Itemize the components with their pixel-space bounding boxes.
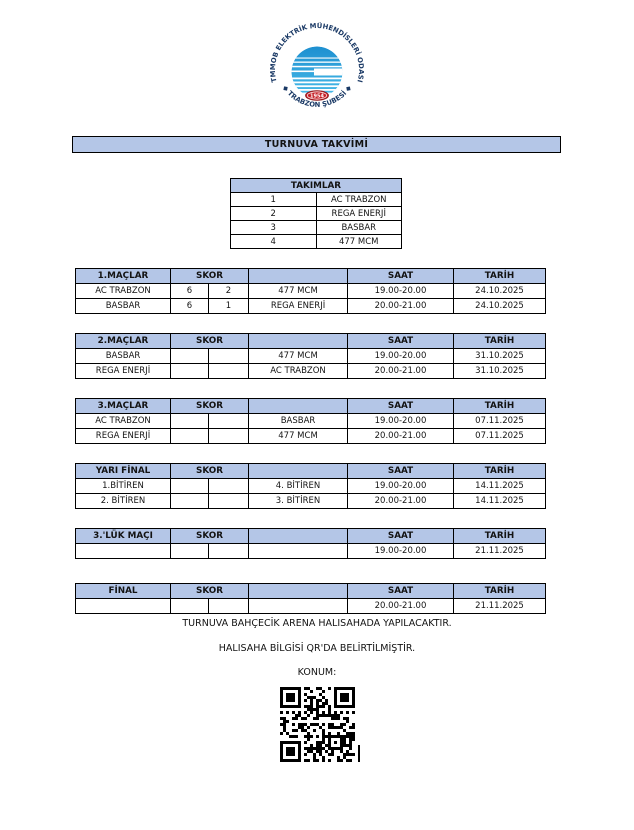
date-cell: 24.10.2025 (454, 299, 546, 314)
date-cell: 31.10.2025 (454, 349, 546, 364)
opponent-cell (249, 544, 348, 559)
opponent-cell: REGA ENERJİ (249, 299, 348, 314)
opponent-cell: BASBAR (249, 414, 348, 429)
round-title: 3.MAÇLAR (76, 399, 171, 414)
round-title: 3.'LÜK MAÇI (76, 529, 171, 544)
emo-logo (254, 22, 380, 116)
date-cell: 07.11.2025 (454, 429, 546, 444)
team-cell: BASBAR (76, 299, 171, 314)
score-cell: 6 (171, 284, 209, 299)
opponent-header (249, 334, 348, 349)
time-cell: 19.00-20.00 (348, 544, 454, 559)
table-row (76, 544, 546, 559)
match-table-semifinal (75, 463, 546, 509)
team-cell: AC TRABZON (76, 414, 171, 429)
team-cell (76, 599, 171, 614)
table-row (76, 349, 546, 364)
opponent-cell: 477 MCM (249, 429, 348, 444)
date-cell: 21.11.2025 (454, 544, 546, 559)
round-title: 2.MAÇLAR (76, 334, 171, 349)
time-header: SAAT (348, 529, 454, 544)
opponent-cell (249, 599, 348, 614)
time-header: SAAT (348, 399, 454, 414)
table-header-row (76, 269, 546, 284)
score-header: SKOR (171, 334, 249, 349)
table-row (76, 494, 546, 509)
score-cell (209, 479, 249, 494)
table-header-row (76, 529, 546, 544)
score-cell (171, 544, 209, 559)
score-header: SKOR (171, 269, 249, 284)
date-header: TARİH (454, 399, 546, 414)
emo-logo-graphic (254, 22, 380, 116)
score-cell (171, 494, 209, 509)
team-name: REGA ENERJİ (316, 207, 402, 221)
page-title: TURNUVA TAKVİMİ (264, 139, 369, 150)
table-row (76, 364, 546, 379)
team-name: AC TRABZON (316, 193, 402, 207)
logo-arc-bottom-text: ◆ TRABZON ŞUBESİ ◆ (280, 83, 354, 109)
score-cell (209, 414, 249, 429)
striped-sphere (284, 47, 350, 98)
score-cell: 1 (209, 299, 249, 314)
time-header: SAAT (348, 584, 454, 599)
table-header-row (231, 179, 402, 193)
title-bar (72, 136, 561, 153)
table-row (231, 235, 402, 249)
opponent-cell: AC TRABZON (249, 364, 348, 379)
opponent-header (249, 584, 348, 599)
table-header-row (76, 399, 546, 414)
team-name: BASBAR (316, 221, 402, 235)
teams-header: TAKIMLAR (231, 179, 402, 193)
match-table-round2 (75, 333, 546, 379)
opponent-cell: 3. BİTİREN (249, 494, 348, 509)
opponent-cell: 477 MCM (249, 284, 348, 299)
round-title: FİNAL (76, 584, 171, 599)
score-cell (209, 429, 249, 444)
opponent-header (249, 464, 348, 479)
date-header: TARİH (454, 584, 546, 599)
round-title: 1.MAÇLAR (76, 269, 171, 284)
team-number: 2 (231, 207, 317, 221)
opponent-header (249, 399, 348, 414)
match-table-round3 (75, 398, 546, 444)
time-cell: 20.00-21.00 (348, 299, 454, 314)
year-text: 1954 (310, 93, 324, 100)
round-title: YARI FİNAL (76, 464, 171, 479)
team-number: 1 (231, 193, 317, 207)
team-cell: BASBAR (76, 349, 171, 364)
date-cell: 31.10.2025 (454, 364, 546, 379)
score-cell (209, 544, 249, 559)
time-cell: 19.00-20.00 (348, 479, 454, 494)
time-cell: 20.00-21.00 (348, 429, 454, 444)
score-cell (171, 349, 209, 364)
time-cell: 20.00-21.00 (348, 494, 454, 509)
qr-code (280, 687, 355, 762)
score-header: SKOR (171, 584, 249, 599)
date-cell: 07.11.2025 (454, 414, 546, 429)
score-cell (171, 429, 209, 444)
score-cell (171, 364, 209, 379)
table-row (231, 207, 402, 221)
score-header: SKOR (171, 529, 249, 544)
score-header: SKOR (171, 399, 249, 414)
date-header: TARİH (454, 464, 546, 479)
match-table-round1 (75, 268, 546, 314)
score-cell (171, 414, 209, 429)
opponent-cell: 4. BİTİREN (249, 479, 348, 494)
date-cell: 14.11.2025 (454, 494, 546, 509)
opponent-header (249, 529, 348, 544)
qr-info-note: HALISAHA BİLGİSİ QR'DA BELİRTİLMİŞTİR. (218, 643, 416, 654)
time-header: SAAT (348, 334, 454, 349)
score-cell: 6 (171, 299, 209, 314)
team-number: 3 (231, 221, 317, 235)
table-row (76, 299, 546, 314)
table-row (231, 221, 402, 235)
score-cell: 2 (209, 284, 249, 299)
table-row (76, 479, 546, 494)
match-table-third-place (75, 528, 546, 559)
score-cell (209, 364, 249, 379)
team-cell: 1.BİTİREN (76, 479, 171, 494)
score-cell (209, 599, 249, 614)
team-number: 4 (231, 235, 317, 249)
date-cell: 14.11.2025 (454, 479, 546, 494)
location-label: KONUM: (297, 667, 337, 678)
date-header: TARİH (454, 529, 546, 544)
time-cell: 20.00-21.00 (348, 364, 454, 379)
date-cell: 21.11.2025 (454, 599, 546, 614)
venue-note: TURNUVA BAHÇECİK ARENA HALISAHADA YAPILACAKTIR. (182, 618, 452, 629)
team-cell (76, 544, 171, 559)
logo-arc-top-text: TMMOB ELEKTRİK MÜHENDİSLERİ ODASI (268, 22, 366, 84)
score-cell (209, 494, 249, 509)
time-cell: 19.00-20.00 (348, 284, 454, 299)
table-row (76, 414, 546, 429)
score-header: SKOR (171, 464, 249, 479)
text-cursor (358, 745, 360, 762)
team-cell: REGA ENERJİ (76, 429, 171, 444)
table-row (76, 429, 546, 444)
teams-table (230, 178, 402, 249)
table-row (76, 284, 546, 299)
table-header-row (76, 334, 546, 349)
time-cell: 20.00-21.00 (348, 599, 454, 614)
opponent-header (249, 269, 348, 284)
table-header-row (76, 464, 546, 479)
score-cell (209, 349, 249, 364)
team-cell: REGA ENERJİ (76, 364, 171, 379)
table-row (231, 193, 402, 207)
match-table-final (75, 583, 546, 614)
time-cell: 19.00-20.00 (348, 349, 454, 364)
time-cell: 19.00-20.00 (348, 414, 454, 429)
team-name: 477 MCM (316, 235, 402, 249)
table-header-row (76, 584, 546, 599)
year-badge (306, 91, 329, 101)
opponent-cell: 477 MCM (249, 349, 348, 364)
team-cell: AC TRABZON (76, 284, 171, 299)
time-header: SAAT (348, 464, 454, 479)
score-cell (171, 479, 209, 494)
time-header: SAAT (348, 269, 454, 284)
date-header: TARİH (454, 269, 546, 284)
table-row (76, 599, 546, 614)
date-cell: 24.10.2025 (454, 284, 546, 299)
date-header: TARİH (454, 334, 546, 349)
team-cell: 2. BİTİREN (76, 494, 171, 509)
score-cell (171, 599, 209, 614)
